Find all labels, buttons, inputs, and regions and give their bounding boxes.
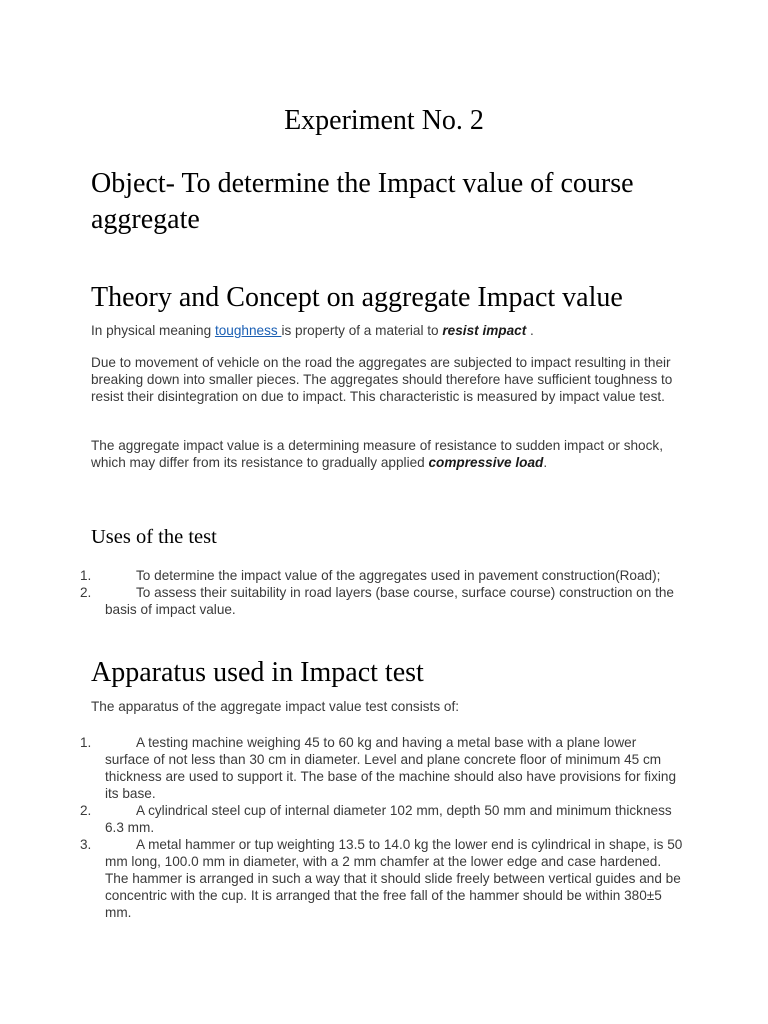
list-item: [0, 734, 768, 802]
resist-impact-emphasis: resist impact: [442, 323, 527, 338]
toughness-link[interactable]: toughness: [214, 323, 282, 338]
list-item-text: A testing machine weighing 45 to 60 kg and having a metal base with a plane lower surface of not less than 30 cm in diameter. Level and plane concrete floor of minimum 45 cm thickness are used to support it. The base of the machine should also have provisions for fixing its base.: [105, 735, 677, 801]
list-item-number: 3.: [80, 837, 92, 852]
list-item-number: 2.: [80, 803, 92, 818]
list-item: [0, 567, 768, 584]
object-heading: Object- To determine the Impact value of course aggregate: [91, 168, 634, 235]
para3-text-after: .: [543, 455, 548, 470]
para1-text-middle: is property of a material to: [281, 323, 443, 338]
toughness-paragraph: [91, 322, 691, 339]
theory-heading: Theory and Concept on aggregate Impact value: [91, 282, 623, 313]
list-item: [0, 802, 768, 836]
list-item: [0, 836, 768, 921]
list-item-text: A metal hammer or tup weighting 13.5 to 14.0 kg the lower end is cylindrical in shape, is 50 mm long, 100.0 mm in diameter, with a 2 mm chamfer at the lower edge and case hardened. The hammer is arranged in such a way that it should slide freely between vertical guides and be concentric with the cup. It is arranged that the free fall of the hammer should be within 380±5 mm.: [105, 837, 683, 920]
list-item-number: 1.: [80, 735, 92, 750]
impact-value-paragraph: [91, 437, 691, 471]
list-item-number: 1.: [80, 568, 92, 583]
uses-list: [0, 567, 768, 618]
uses-heading: Uses of the test: [91, 526, 217, 548]
apparatus-heading: Apparatus used in Impact test: [91, 657, 424, 688]
apparatus-intro: The apparatus of the aggregate impact value test consists of:: [91, 699, 460, 714]
list-item-text: To determine the impact value of the aggregates used in pavement construction(Road);: [136, 568, 661, 583]
para1-text-after: .: [526, 323, 534, 338]
list-item-text: To assess their suitability in road layers (base course, surface course) construction on the basis of impact value.: [105, 585, 674, 617]
list-item: [0, 584, 768, 618]
compressive-load-emphasis: compressive load: [428, 455, 544, 470]
para3-text-before: The aggregate impact value is a determining measure of resistance to sudden impact or shock, which may differ from its resistance to gradually applied: [91, 438, 663, 470]
list-item-text: A cylindrical steel cup of internal diameter 102 mm, depth 50 mm and minimum thickness 6.3 mm.: [105, 803, 672, 835]
para1-text-before: In physical meaning: [91, 323, 215, 338]
list-item-number: 2.: [80, 585, 92, 600]
impact-description-paragraph: Due to movement of vehicle on the road the aggregates are subjected to impact resulting in their breaking down into smaller pieces. The aggregates should therefore have sufficient toughness to resist their disintegration on due to impact. This characteristic is measured by impact value test.: [91, 355, 673, 404]
page-title: Experiment No. 2: [284, 105, 484, 136]
apparatus-list: [0, 734, 768, 921]
